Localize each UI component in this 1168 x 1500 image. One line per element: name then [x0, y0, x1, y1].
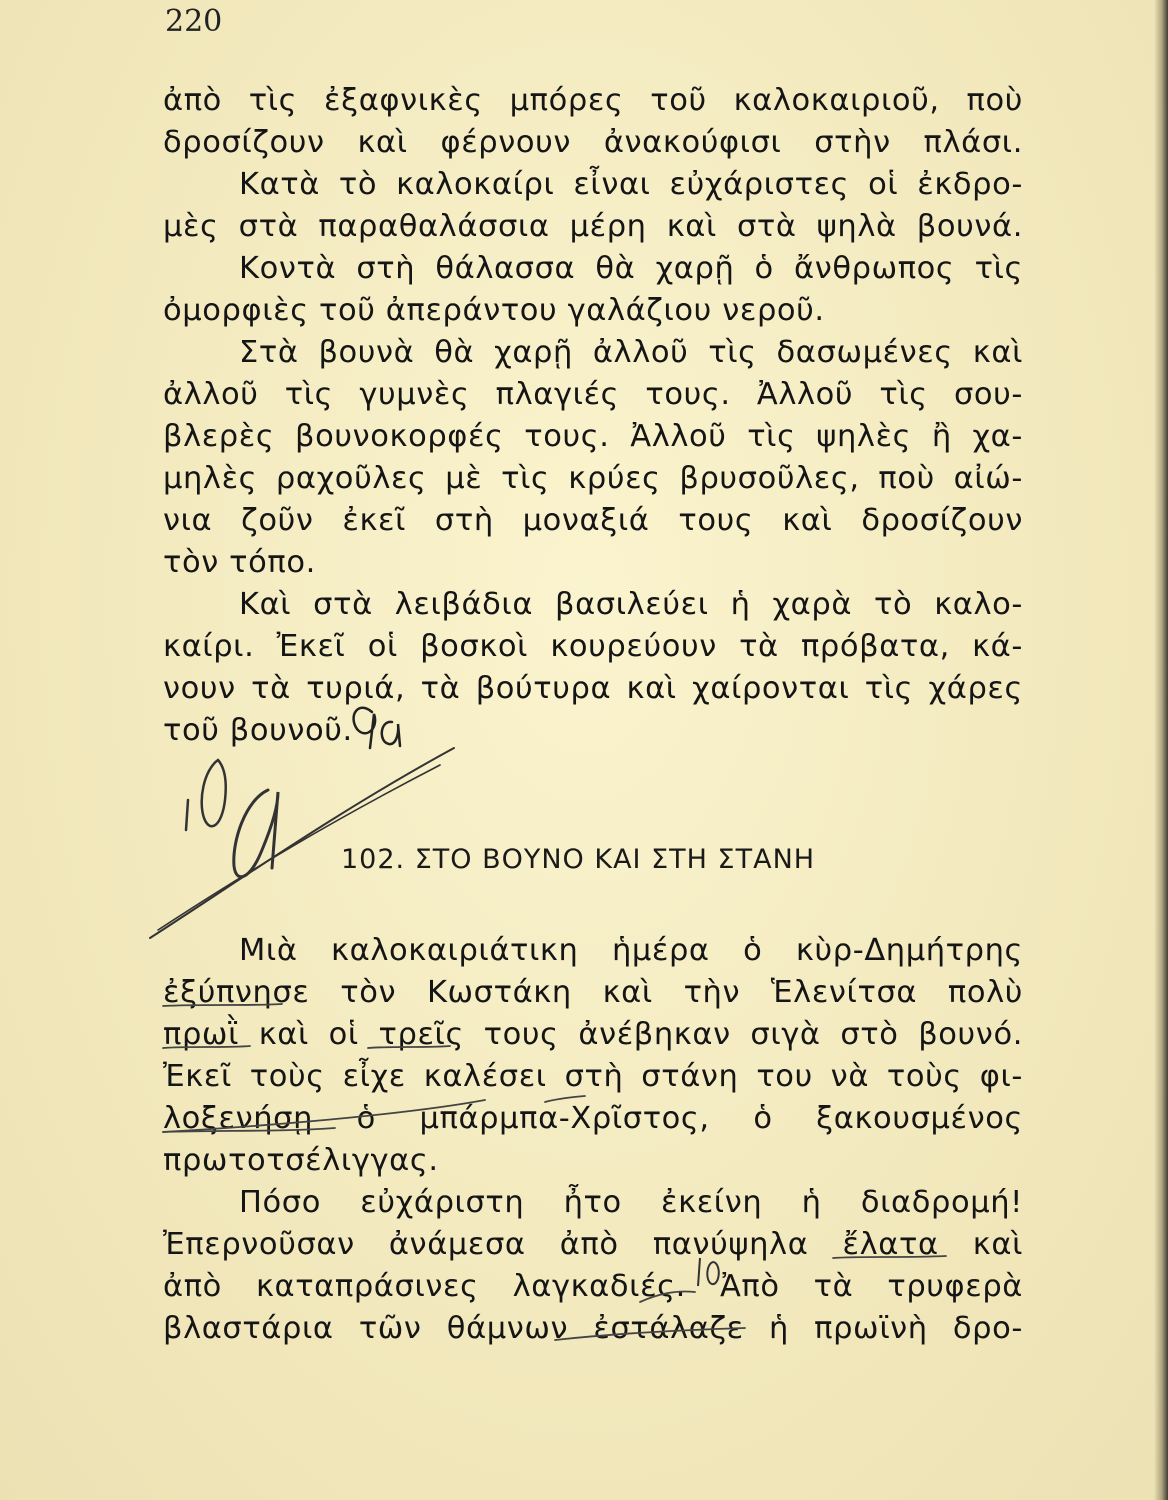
- text-line: νια ζοῦν ἐκεῖ στὴ μοναξιά τους καὶ δροσίζουν: [163, 503, 1023, 538]
- text-line: ἐξύπνησε τὸν Κωστάκη καὶ τὴν Ἑλενίτσα πολὺ: [163, 975, 1023, 1010]
- section-title: 102. ΣΤΟ ΒΟΥΝΟ ΚΑΙ ΣΤΗ ΣΤΑΝΗ: [341, 844, 816, 875]
- text-line: Στὰ βουνὰ θὰ χαρῇ ἀλλοῦ τὶς δασωμένες καὶ: [239, 335, 1023, 370]
- text-line: νουν τὰ τυριά, τὰ βούτυρα καὶ χαίρονται τὶς χάρες: [163, 671, 1023, 706]
- text-line: Καὶ στὰ λειβάδια βασιλεύει ἡ χαρὰ τὸ καλο-: [239, 587, 1023, 622]
- handwritten-slash-mark: [150, 748, 454, 938]
- text-line: ἀπὸ τὶς ἐξαφνικὲς μπόρες τοῦ καλοκαιριοῦ, ποὺ: [163, 83, 1023, 118]
- text-line: Κοντὰ στὴ θάλασσα θὰ χαρῇ ὁ ἄνθρωπος τὶς: [239, 251, 1023, 286]
- text-line: ἀλλοῦ τὶς γυμνὲς πλαγιές τους. Ἀλλοῦ τὶς σου-: [163, 377, 1023, 412]
- page-edge-shadow: [1154, 0, 1168, 1500]
- text-line: ἀπὸ καταπράσινες λαγκαδιές. Ἀπὸ τὰ τρυφερὰ: [163, 1269, 1023, 1304]
- page-number: 220: [165, 4, 223, 39]
- text-line: μὲς στὰ παραθαλάσσια μέρη καὶ στὰ ψηλὰ βουνά.: [163, 209, 1023, 244]
- text-line: Ἐπερνοῦσαν ἀνάμεσα ἀπὸ πανύψηλα ἔλατα καὶ: [163, 1227, 1023, 1262]
- body-text-upper: [163, 80, 1023, 752]
- text-line: μηλὲς ραχοῦλες μὲ τὶς κρύες βρυσοῦλες, ποὺ αἰώ-: [163, 461, 1023, 496]
- text-line: Κατὰ τὸ καλοκαίρι εἶναι εὐχάριστες οἱ ἐκδρο-: [239, 167, 1023, 202]
- text-line: ὀμορφιὲς τοῦ ἀπεράντου γαλάζιου νεροῦ.: [163, 293, 825, 328]
- text-line: λοξενήσῃ ὁ μπάρμπα-Χρῖστος, ὁ ξακουσμένος: [163, 1101, 1023, 1136]
- text-line: δροσίζουν καὶ φέρνουν ἀνακούφισι στὴν πλάσι.: [163, 125, 1023, 160]
- text-line: πρωτοτσέλιγγας.: [163, 1143, 439, 1178]
- text-line: τοῦ βουνοῦ.: [163, 713, 353, 748]
- text-line: Ἐκεῖ τοὺς εἶχε καλέσει στὴ στάνη του νὰ τοὺς φι-: [163, 1059, 1023, 1094]
- text-line: βλερὲς βουνοκορφές τους. Ἀλλοῦ τὶς ψηλὲς ἢ χα-: [163, 419, 1023, 454]
- body-text-lower: [163, 930, 1023, 1350]
- text-line: Πόσο εὐχάριστη ἦτο ἐκείνη ἡ διαδρομή!: [239, 1185, 1023, 1220]
- text-line: Μιὰ καλοκαιριάτικη ἡμέρα ὁ κὺρ-Δημήτρης: [239, 933, 1023, 968]
- text-line: πρωῒ καὶ οἱ τρεῖς τους ἀνέβηκαν σιγὰ στὸ βουνό.: [163, 1017, 1023, 1052]
- text-line: καίρι. Ἐκεῖ οἱ βοσκοὶ κουρεύουν τὰ πρόβατα, κά-: [163, 629, 1023, 664]
- text-line: βλαστάρια τῶν θάμνων ἐστάλαζε ἡ πρωϊνὴ δρο-: [163, 1311, 1023, 1346]
- text-line: τὸν τόπο.: [163, 545, 316, 580]
